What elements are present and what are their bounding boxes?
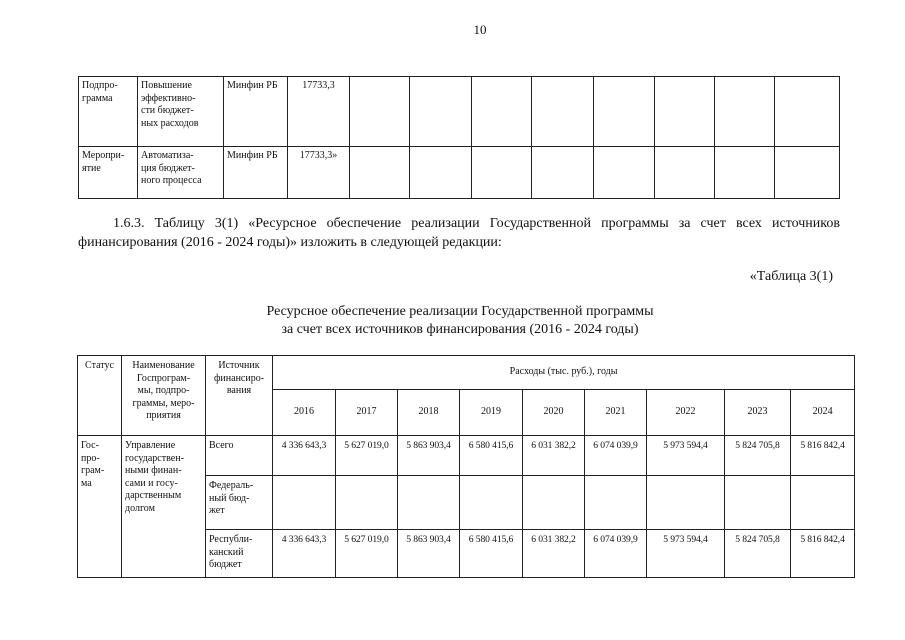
table-row bbox=[79, 147, 840, 199]
value-cell: 5 863 903,4 bbox=[398, 530, 460, 578]
value-cell bbox=[523, 476, 585, 530]
table-label: «Таблица 3(1) bbox=[749, 269, 833, 284]
header-status: Статус bbox=[78, 356, 122, 436]
value-cell: 6 074 039,9 bbox=[585, 530, 647, 578]
header-row bbox=[78, 356, 855, 390]
source-label: Всего bbox=[206, 436, 273, 476]
value-cell bbox=[460, 476, 523, 530]
value-cell bbox=[398, 476, 460, 530]
value-cell bbox=[336, 476, 398, 530]
year-header: 2021 bbox=[585, 390, 647, 436]
value-cell: 5 863 903,4 bbox=[398, 436, 460, 476]
header-name: Наименование Госпрограм- мы, подпро- граммы, меро- приятия bbox=[122, 356, 206, 436]
value-cell: 5 627 019,0 bbox=[336, 436, 398, 476]
value-cell: 6 031 382,2 bbox=[523, 436, 585, 476]
value-cell bbox=[585, 476, 647, 530]
value-cell: 5 973 594,4 bbox=[647, 530, 725, 578]
resource-table bbox=[77, 355, 855, 578]
source-label: Федераль- ный бюд- жет bbox=[206, 476, 273, 530]
year-header: 2022 bbox=[647, 390, 725, 436]
value-cell: 6 580 415,6 bbox=[460, 436, 523, 476]
value-cell: 4 336 643,3 bbox=[273, 530, 336, 578]
program-status: Гос- про- грам- ма bbox=[78, 436, 122, 578]
value-cell: 5 973 594,4 bbox=[647, 436, 725, 476]
value-cell: 6 580 415,6 bbox=[460, 530, 523, 578]
value-cell: 5 816 842,4 bbox=[791, 530, 855, 578]
table-title-line2: за счет всех источников финансирования (2016 - 2024 годы) bbox=[281, 322, 639, 337]
row-type: Подпро- грамма bbox=[79, 77, 138, 147]
year-header: 2017 bbox=[336, 390, 398, 436]
program-name: Управление государствен- ными финан- сами и госу- дарственным долгом bbox=[122, 436, 206, 578]
year-header: 2023 bbox=[725, 390, 791, 436]
year-header: 2016 bbox=[273, 390, 336, 436]
year-header: 2020 bbox=[523, 390, 585, 436]
table-title-line1: Ресурсное обеспечение реализации Государственной программы bbox=[266, 304, 654, 319]
source-label: Республи- канский бюджет bbox=[206, 530, 273, 578]
amendment-paragraph bbox=[78, 214, 840, 252]
table-row bbox=[79, 77, 840, 147]
row-type: Меропри- ятие bbox=[79, 147, 138, 199]
header-source: Источник финансиро- вания bbox=[206, 356, 273, 436]
subprogram-table bbox=[78, 76, 840, 199]
value-cell: 5 816 842,4 bbox=[791, 436, 855, 476]
row-name: Повышение эффективно- сти бюджет- ных расходов bbox=[138, 77, 224, 147]
page-number: 10 bbox=[473, 22, 487, 37]
value-cell bbox=[791, 476, 855, 530]
amendment-text: 1.6.3. Таблицу 3(1) «Ресурсное обеспечение реализации Государственной программы за счет всех источников финансирования (2016 - 2024 годы)» изложить в следующей редакции: bbox=[78, 216, 840, 250]
value-cell: 4 336 643,3 bbox=[273, 436, 336, 476]
value-cell: 6 074 039,9 bbox=[585, 436, 647, 476]
row-value: 17733,3 bbox=[288, 77, 350, 147]
year-header: 2019 bbox=[460, 390, 523, 436]
value-cell bbox=[273, 476, 336, 530]
row-executor: Минфин РБ bbox=[224, 147, 288, 199]
value-cell: 6 031 382,2 bbox=[523, 530, 585, 578]
row-name: Автоматиза- ция бюджет- ного процесса bbox=[138, 147, 224, 199]
header-expenses: Расходы (тыс. руб.), годы bbox=[273, 356, 855, 390]
row-value: 17733,3» bbox=[288, 147, 350, 199]
year-header: 2024 bbox=[791, 390, 855, 436]
value-cell: 5 824 705,8 bbox=[725, 530, 791, 578]
row-executor: Минфин РБ bbox=[224, 77, 288, 147]
year-header: 2018 bbox=[398, 390, 460, 436]
table-row bbox=[78, 436, 855, 476]
value-cell: 5 824 705,8 bbox=[725, 436, 791, 476]
value-cell: 5 627 019,0 bbox=[336, 530, 398, 578]
value-cell bbox=[725, 476, 791, 530]
value-cell bbox=[647, 476, 725, 530]
